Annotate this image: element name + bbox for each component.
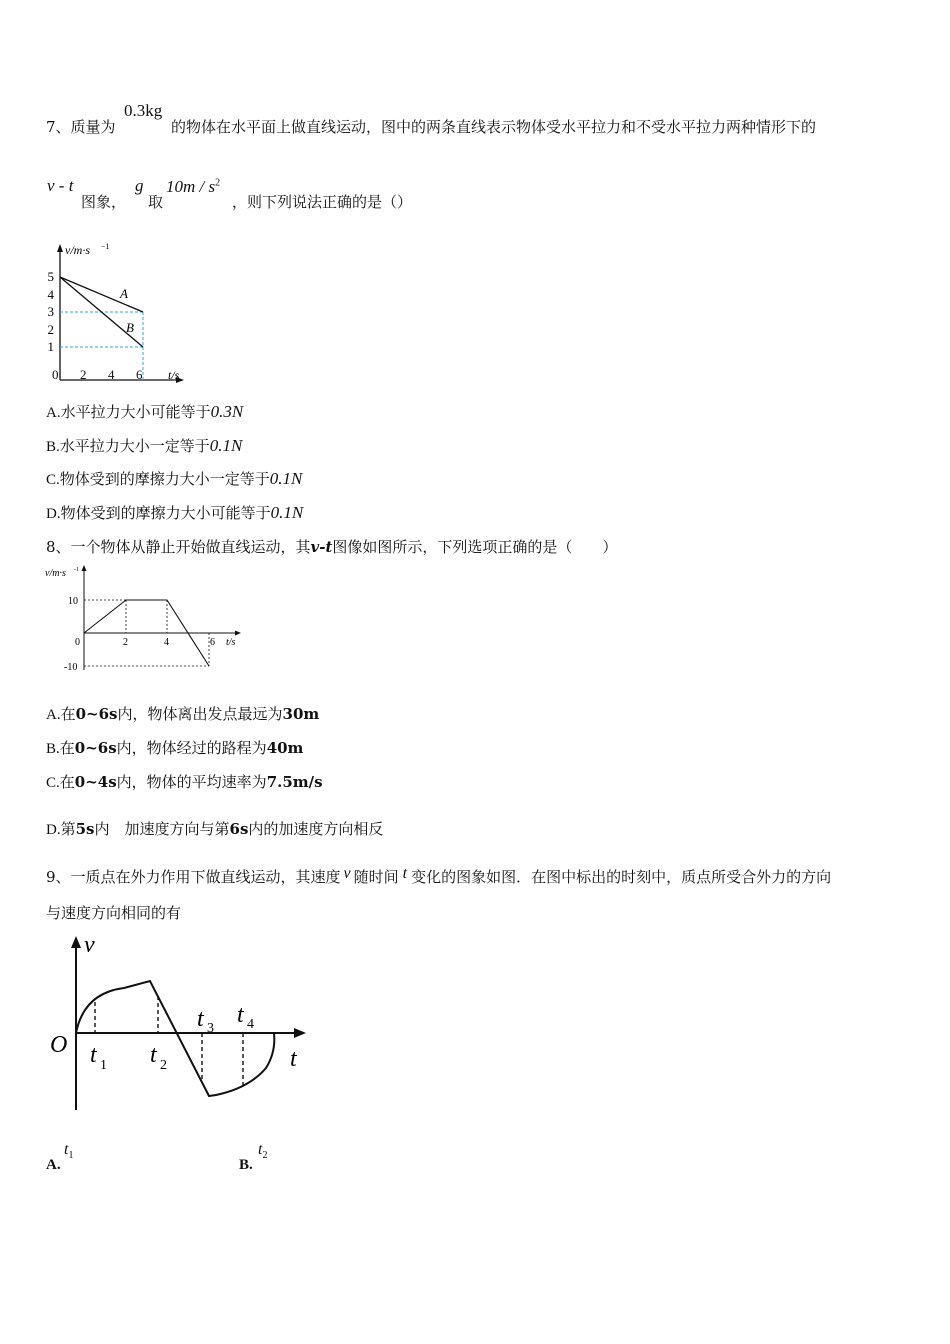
q9-t1-label: t xyxy=(90,1042,97,1068)
q9-option-a-label: A. xyxy=(46,1157,61,1173)
q7-ytick-5: 5 xyxy=(47,269,54,284)
q8-option-b-b1: 0~6s xyxy=(74,739,117,757)
q7-xtick-2: 2 xyxy=(80,367,87,382)
q7-take: 取 xyxy=(148,193,164,211)
q7-text2: 图象， xyxy=(81,193,127,211)
q7-xlabel: t/s xyxy=(168,368,180,382)
q9-origin-label: O xyxy=(50,1032,68,1058)
q9-option-b-sub: 2 xyxy=(262,1150,268,1162)
q7-gval-text: 10m / s xyxy=(166,177,216,196)
q8-xtick-4: 4 xyxy=(164,637,169,648)
q9-t2-label: t xyxy=(150,1042,157,1068)
q7-xtick-6: 6 xyxy=(136,367,143,382)
q9-option-b-label: B. xyxy=(239,1157,253,1173)
q7-ytick-3: 3 xyxy=(47,304,54,319)
q7-ytick-2: 2 xyxy=(47,322,54,337)
q7-option-b-label: B. xyxy=(46,439,60,455)
q8-text-b: 图像如图所示，下列选项正确的是（ ） xyxy=(332,538,618,556)
q9-option-a-sub: 1 xyxy=(68,1150,74,1162)
q9-t: t xyxy=(402,865,408,882)
q7-line-a xyxy=(60,277,143,312)
q8-option-a-b1: 0~6s xyxy=(75,705,118,723)
q8-option-c[interactable] xyxy=(46,771,323,792)
q8-ytick-neg10: -10 xyxy=(64,662,78,673)
q7-y-arrow xyxy=(57,244,63,252)
q7-xtick-4: 4 xyxy=(108,367,115,382)
q8-option-c-pre: 在 xyxy=(59,773,75,791)
q8-option-b-b2: 40m xyxy=(266,739,304,757)
q9-option-a-t: t xyxy=(64,1141,69,1158)
q7-option-d-text: 物体受到的摩擦力大小可能等于 xyxy=(60,504,271,522)
q8-graph xyxy=(42,562,252,674)
q9-option-b[interactable] xyxy=(239,1155,253,1174)
q9-t2-sub: 2 xyxy=(160,1058,167,1073)
q7-ytick-1: 1 xyxy=(47,339,54,354)
q8-xlabel: t/s xyxy=(226,637,236,648)
q7-graph xyxy=(40,240,200,390)
q9-t4-label: t xyxy=(237,1002,244,1028)
q8-xtick-0: 0 xyxy=(75,637,80,648)
q9-graph xyxy=(44,928,314,1118)
q7-line-b-label: B xyxy=(126,320,134,335)
q7-option-b-math: 0.1N xyxy=(209,436,243,455)
q8-option-b[interactable] xyxy=(46,737,303,758)
q7-option-a-math: 0.3N xyxy=(210,402,244,421)
q8-option-d-post: 内的加速度方向相反 xyxy=(248,820,384,838)
q8-option-a-label: A. xyxy=(46,707,61,723)
q8-ytick-10: 10 xyxy=(68,596,78,607)
q7-text3: ，则下列说法正确的是（） xyxy=(232,193,413,211)
q8-y-arrow xyxy=(82,565,87,571)
q7-option-c-math: 0.1N xyxy=(269,469,303,488)
q9-v: v xyxy=(343,865,351,882)
q7-line-a-label: A xyxy=(120,286,128,301)
q9-t-label: t xyxy=(290,1046,297,1072)
q9-text2: 随时间 xyxy=(353,868,399,886)
q7-option-a-label: A. xyxy=(46,405,61,421)
q8-text-a: 8、一个物体从静止开始做直线运动，其 xyxy=(46,538,311,556)
q8-vt: v-t xyxy=(310,538,333,556)
q9-t3-label: t xyxy=(197,1006,204,1032)
q9-text3: 变化的图象如图．在图中标出的时刻中，质点所受合外力的方向 xyxy=(411,868,832,886)
q7-gval xyxy=(166,177,220,197)
q8-x-arrow xyxy=(235,631,241,636)
q7-mass: 0.3kg xyxy=(124,101,163,120)
q9-stem-line1 xyxy=(46,865,831,887)
q8-option-b-pre: 在 xyxy=(59,739,75,757)
q8-option-b-label: B. xyxy=(46,741,60,757)
q9-t1-sub: 1 xyxy=(100,1058,107,1073)
q8-option-d-pre: 第 xyxy=(60,820,76,838)
q9-text1: 9、一质点在外力作用下做直线运动，其速度 xyxy=(46,868,341,886)
q9-t4-sub: 4 xyxy=(247,1017,254,1032)
q8-option-c-mid: 内，物体的平均速率为 xyxy=(116,773,267,791)
q8-xtick-2: 2 xyxy=(123,637,128,648)
q8-option-a-pre: 在 xyxy=(60,705,76,723)
q8-option-d-b2: 6s xyxy=(229,820,249,838)
q7-text1: 的物体在水平面上做直线运动，图中的两条直线表示物体受水平拉力和不受水平拉力两种情形下的 xyxy=(171,118,817,136)
q9-t3-sub: 3 xyxy=(207,1021,214,1036)
q8-option-c-b1: 0~4s xyxy=(74,773,117,791)
q7-option-b-text: 水平拉力大小一定等于 xyxy=(59,437,210,455)
q7-xtick-0: 0 xyxy=(52,367,59,382)
q7-option-c-text: 物体受到的摩擦力大小一定等于 xyxy=(59,470,270,488)
q7-option-b[interactable] xyxy=(46,435,242,456)
q9-stem-line2: 与速度方向相同的有 xyxy=(46,904,182,922)
q8-option-d-b1: 5s xyxy=(75,820,95,838)
q9-option-b-t: t xyxy=(258,1141,263,1158)
q7-ytick-4: 4 xyxy=(47,287,54,302)
q8-xtick-6: 6 xyxy=(210,637,215,648)
q8-option-b-mid: 内，物体经过的路程为 xyxy=(116,739,267,757)
q8-option-d[interactable] xyxy=(46,818,383,839)
q9-t-arrow xyxy=(294,1028,306,1038)
q8-option-c-label: C. xyxy=(46,775,60,791)
q8-option-c-b2: 7.5m/s xyxy=(266,773,323,791)
q8-option-a[interactable] xyxy=(46,703,319,724)
q8-ylabel-exp: -1 xyxy=(74,567,79,573)
q8-ylabel: v/m·s xyxy=(45,568,66,579)
q7-g: g xyxy=(135,176,144,195)
q8-stem xyxy=(46,536,617,557)
q7-option-d[interactable] xyxy=(46,502,303,523)
q9-option-a[interactable] xyxy=(46,1155,61,1174)
q7-option-d-label: D. xyxy=(46,506,61,522)
q7-yticks xyxy=(48,269,55,354)
q8-option-a-b2: 30m xyxy=(282,705,320,723)
q7-option-c-label: C. xyxy=(46,472,60,488)
q7-line1 xyxy=(46,116,116,137)
q7-option-c[interactable] xyxy=(46,468,302,489)
q7-option-a-text: 水平拉力大小可能等于 xyxy=(60,403,211,421)
q9-option-a-math xyxy=(64,1141,73,1161)
q7-option-a[interactable] xyxy=(46,401,243,422)
q9-option-b-math xyxy=(258,1141,267,1161)
q7-vt: v - t xyxy=(47,176,74,195)
q8-option-a-mid: 内，物体离出发点最远为 xyxy=(117,705,283,723)
q7-option-d-math: 0.1N xyxy=(270,503,304,522)
q7-gval-exp: 2 xyxy=(215,177,221,189)
q7-ylabel-exp: −1 xyxy=(101,242,110,251)
q7-ylabel: v/m·s xyxy=(65,243,90,257)
q8-option-d-mid: 内 加速度方向与第 xyxy=(94,820,230,838)
q9-v-label: v xyxy=(84,932,95,958)
q8-option-d-label: D. xyxy=(46,822,61,838)
q9-v-arrow xyxy=(71,936,81,948)
q7-number: 7、质量为 xyxy=(46,118,116,136)
q9-vt-curve xyxy=(76,981,274,1096)
